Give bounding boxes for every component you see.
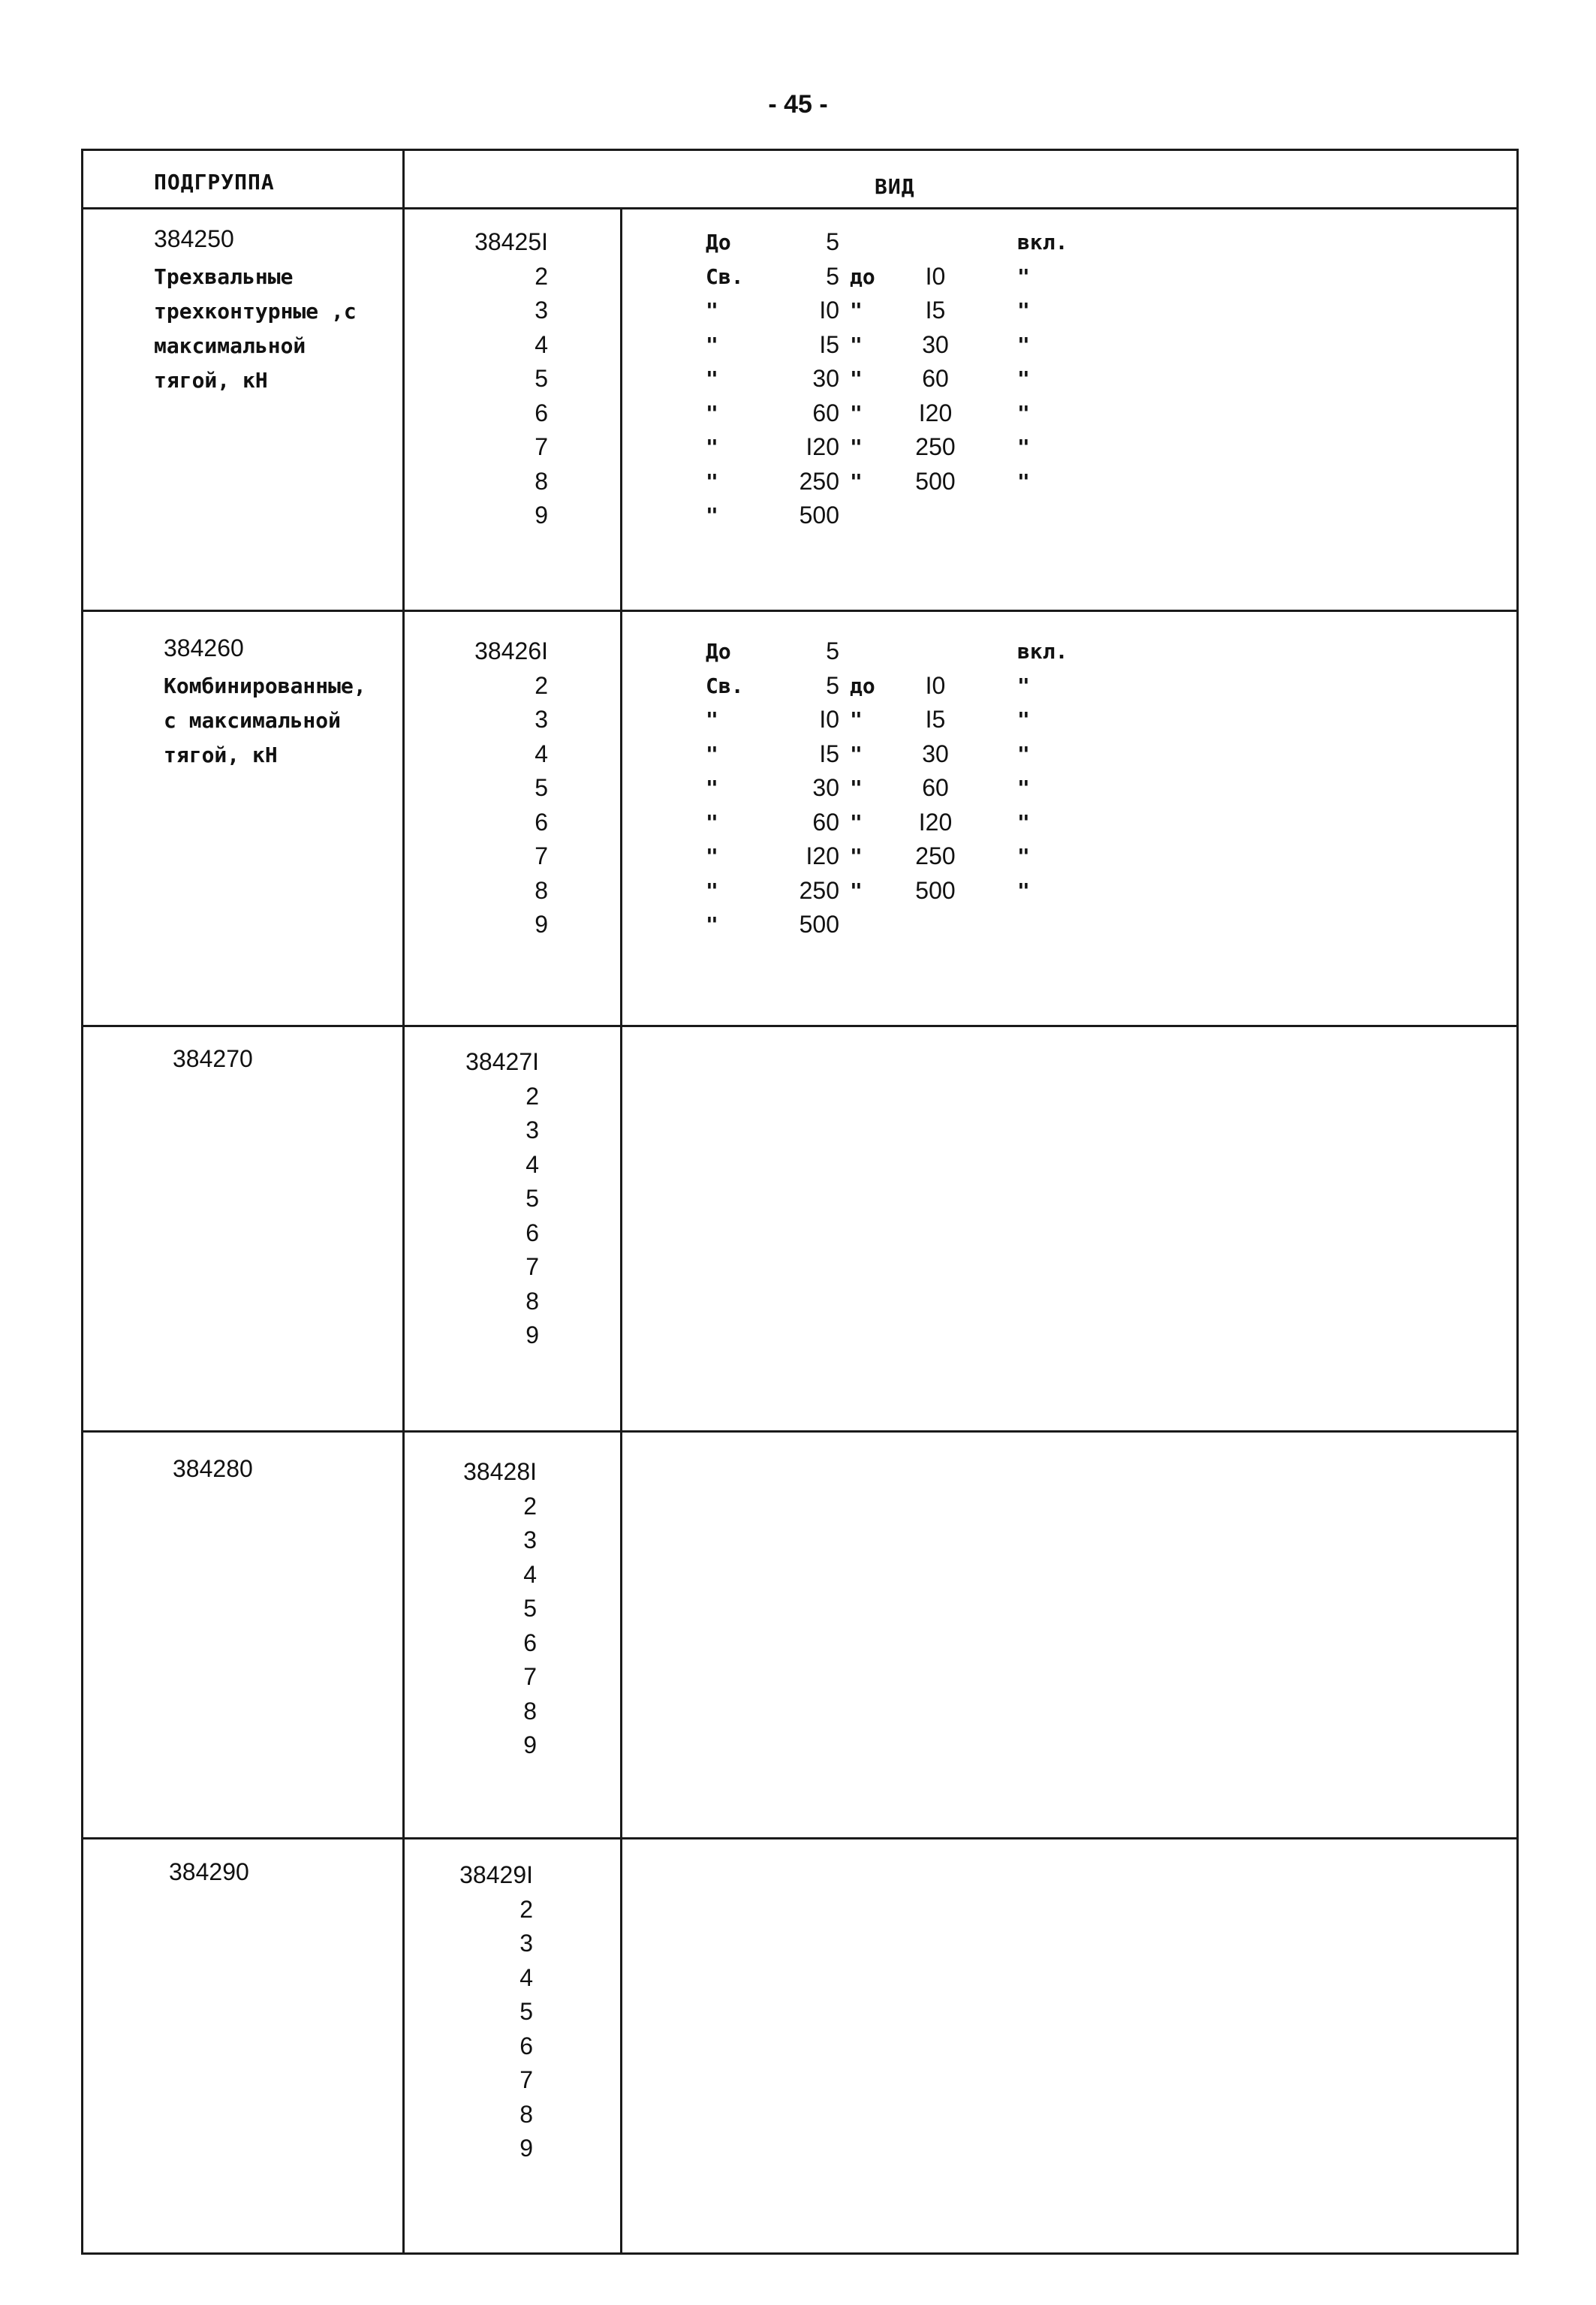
kind-code: 9 <box>525 1321 539 1348</box>
range-prefix: " <box>706 707 718 732</box>
range-suffix: " <box>1017 298 1030 323</box>
range-suffix: " <box>1017 809 1030 835</box>
range-prefix: " <box>706 400 718 426</box>
range-connector: " <box>850 435 863 459</box>
kind-code: 6 <box>523 1629 537 1656</box>
kind-code: 6 <box>519 2032 533 2059</box>
range-from: 60 <box>812 399 839 426</box>
range-prefix: " <box>706 844 718 869</box>
kind-code: 3 <box>525 1116 539 1143</box>
kind-code: 8 <box>535 876 548 904</box>
range-from: 5 <box>826 671 839 699</box>
range-connector: " <box>850 400 863 426</box>
range-from: 5 <box>826 637 839 664</box>
range-suffix: " <box>1017 264 1030 289</box>
range-from: 500 <box>799 502 839 529</box>
subgroup-code: 384250 <box>154 225 234 252</box>
kind-code: 7 <box>523 1663 537 1690</box>
kind-code: 38429I <box>459 1861 533 1888</box>
kind-code: 4 <box>525 1150 539 1178</box>
kind-code: 3 <box>519 1930 533 1957</box>
range-from: 5 <box>826 262 839 290</box>
kind-code: 5 <box>535 774 548 801</box>
range-suffix: " <box>1017 707 1030 732</box>
kind-codes <box>405 1858 533 2166</box>
kind-code: 8 <box>523 1697 537 1725</box>
range-from: I0 <box>819 297 839 324</box>
range-connector: " <box>850 741 863 767</box>
range-from: 500 <box>799 911 839 938</box>
header-subgroup: ПОДГРУППА <box>154 170 275 194</box>
range-to: I5 <box>925 297 946 324</box>
range-prefix: " <box>706 366 718 391</box>
subgroup-description: Трехвальные трехконтурные ,с максимальной тягой, кН <box>154 264 357 393</box>
range-prefix: " <box>706 332 718 357</box>
kind-codes <box>411 1045 539 1353</box>
kind-code: 9 <box>535 911 548 938</box>
kind-code: 6 <box>525 1219 539 1246</box>
range-suffix: " <box>1017 435 1030 459</box>
range-connector: " <box>850 844 863 869</box>
range-prefix: " <box>706 741 718 767</box>
range-suffix: вкл. <box>1017 230 1068 255</box>
kind-codes <box>420 225 548 533</box>
column-divider-main <box>402 149 405 2255</box>
range-prefix: Св. <box>706 264 744 289</box>
kind-code: 38428I <box>463 1458 537 1485</box>
range-connector: " <box>850 332 863 357</box>
kind-code: 5 <box>535 365 548 392</box>
kind-code: 5 <box>525 1185 539 1212</box>
section-divider <box>81 1025 1519 1027</box>
kind-codes <box>420 634 548 942</box>
kind-code: 7 <box>519 2066 533 2093</box>
range-to: 60 <box>922 365 949 392</box>
range-to: I20 <box>918 808 953 836</box>
range-prefix: " <box>706 878 718 903</box>
range-prefix: " <box>706 809 718 835</box>
range-connector: " <box>850 776 863 800</box>
section-divider <box>81 1430 1519 1433</box>
range-from: I20 <box>806 433 839 460</box>
kind-code: 38426I <box>474 637 548 664</box>
header-kind: ВИД <box>875 174 915 199</box>
subgroup-code: 384290 <box>169 1858 249 1885</box>
range-suffix: " <box>1017 776 1030 800</box>
kind-code: 6 <box>535 399 548 426</box>
range-from: I5 <box>819 740 839 767</box>
kind-codes <box>409 1455 537 1763</box>
range-prefix: " <box>706 912 718 937</box>
range-from: 250 <box>799 876 839 904</box>
range-suffix: " <box>1017 844 1030 869</box>
kind-code: 4 <box>535 330 548 358</box>
range-to: I5 <box>925 706 946 733</box>
kind-code: 9 <box>535 502 548 529</box>
range-connector: " <box>850 298 863 323</box>
kind-code: 4 <box>519 1963 533 1991</box>
range-from: 30 <box>812 365 839 392</box>
range-to: I20 <box>918 399 953 426</box>
range-suffix: вкл. <box>1017 639 1068 664</box>
range-from: I20 <box>806 842 839 869</box>
kind-code: 38427I <box>465 1048 539 1075</box>
range-from: 5 <box>826 228 839 255</box>
range-suffix: " <box>1017 741 1030 767</box>
kind-code: 7 <box>525 1253 539 1280</box>
kind-code: 8 <box>519 2100 533 2128</box>
range-prefix: Св. <box>706 673 744 698</box>
subgroup-code: 384260 <box>164 634 244 661</box>
range-from: 30 <box>812 774 839 801</box>
range-connector: " <box>850 809 863 835</box>
kind-code: 9 <box>519 2135 533 2162</box>
range-to: 500 <box>915 467 956 495</box>
kind-code: 4 <box>523 1560 537 1588</box>
range-connector: до <box>850 264 875 289</box>
range-prefix: До <box>706 230 731 255</box>
subgroup-description: Комбинированные, с максимальной тягой, кН <box>164 673 366 767</box>
kind-code: 9 <box>523 1731 537 1758</box>
range-from: I0 <box>819 706 839 733</box>
section-divider <box>81 610 1519 612</box>
range-suffix: " <box>1017 366 1030 391</box>
kind-code: 2 <box>525 1082 539 1110</box>
kind-code: 5 <box>523 1595 537 1622</box>
range-suffix: " <box>1017 673 1030 698</box>
range-suffix: " <box>1017 878 1030 903</box>
range-from: 60 <box>812 808 839 836</box>
kind-code: 2 <box>519 1895 533 1923</box>
range-prefix: " <box>706 776 718 800</box>
header-divider <box>81 207 1519 209</box>
range-suffix: " <box>1017 400 1030 426</box>
range-to: I0 <box>925 671 946 699</box>
range-prefix: " <box>706 503 718 528</box>
kind-code: 2 <box>535 671 548 699</box>
range-prefix: " <box>706 298 718 323</box>
range-connector: " <box>850 366 863 391</box>
subgroup-code: 384280 <box>173 1455 253 1482</box>
kind-code: 2 <box>535 262 548 290</box>
range-to: 250 <box>915 433 956 460</box>
range-connector: " <box>850 707 863 732</box>
kind-code: 3 <box>523 1526 537 1553</box>
range-from: I5 <box>819 330 839 358</box>
kind-code: 7 <box>535 433 548 460</box>
column-divider-inner <box>620 207 622 2255</box>
range-from: 250 <box>799 467 839 495</box>
range-prefix: " <box>706 469 718 494</box>
range-to: 60 <box>922 774 949 801</box>
kind-code: 3 <box>535 297 548 324</box>
range-prefix: " <box>706 435 718 459</box>
range-connector: " <box>850 469 863 494</box>
range-to: 250 <box>915 842 956 869</box>
range-to: I0 <box>925 262 946 290</box>
kind-code: 7 <box>535 842 548 869</box>
subgroup-code: 384270 <box>173 1045 253 1072</box>
range-connector: до <box>850 673 875 698</box>
kind-code: 5 <box>519 1998 533 2025</box>
range-suffix: " <box>1017 469 1030 494</box>
range-to: 30 <box>922 740 949 767</box>
range-prefix: До <box>706 639 731 664</box>
kind-code: 3 <box>535 706 548 733</box>
range-suffix: " <box>1017 332 1030 357</box>
section-divider <box>81 1837 1519 1839</box>
page-number: - 45 - <box>768 90 828 119</box>
kind-code: 2 <box>523 1492 537 1520</box>
kind-code: 38425I <box>474 228 548 255</box>
range-connector: " <box>850 878 863 903</box>
kind-code: 6 <box>535 808 548 836</box>
kind-code: 8 <box>525 1287 539 1315</box>
range-to: 30 <box>922 330 949 358</box>
kind-code: 8 <box>535 467 548 495</box>
kind-code: 4 <box>535 740 548 767</box>
range-to: 500 <box>915 876 956 904</box>
